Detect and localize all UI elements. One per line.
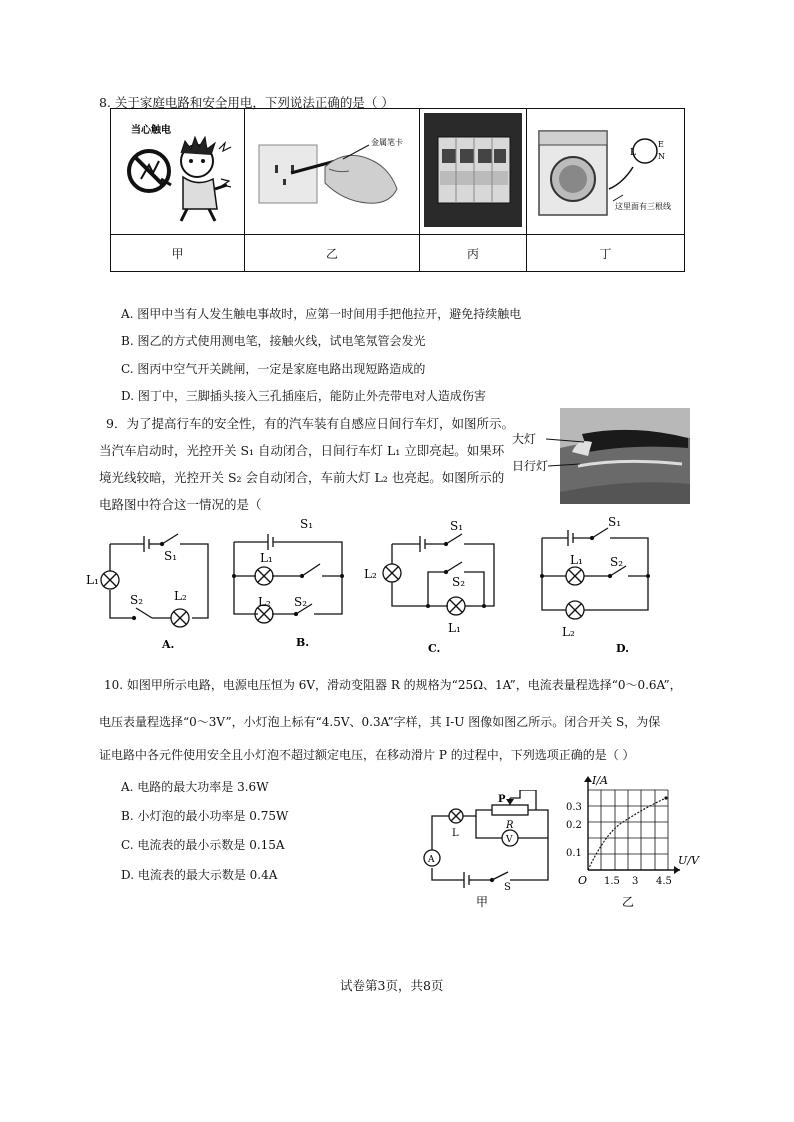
label-l: L — [452, 828, 459, 839]
label-l1: L₁ — [86, 573, 99, 587]
iu-graph — [560, 772, 710, 915]
q10-line-3: 证电路中各元件使用安全且小灯泡不超过额定电压，在移动滑片 P 的过程中，下列选项正确的是（ ） — [99, 748, 635, 762]
plug-letter-n: N — [658, 152, 665, 161]
option-c-letter: C. — [428, 642, 441, 655]
label-l2: L₂ — [258, 595, 271, 609]
caption-jia: 甲 — [111, 235, 245, 272]
option-a-letter: A. — [162, 638, 175, 651]
x-tick-1.5: 1.5 — [604, 876, 620, 887]
q8-option-d: D. 图丁中，三脚插头接入三孔插座后，能防止外壳带电对人造成伤害 — [121, 389, 486, 403]
y-tick-0.3: 0.3 — [566, 802, 582, 813]
label-s1: S₁ — [164, 549, 178, 563]
label-s2: S₂ — [452, 575, 466, 589]
pic-ding — [527, 109, 685, 235]
label-drl: 日行灯 — [512, 459, 549, 473]
label-p: P — [498, 794, 506, 805]
caption-bing: 丙 — [420, 235, 527, 272]
option-d-letter: D. — [616, 642, 629, 655]
q9-line-3: 境光线较暗，光控开关 S₂ 会自动闭合，车前大灯 L₂ 也亮起。如图所示的 — [99, 470, 505, 485]
x-axis-label: U/V — [678, 854, 699, 867]
label-l2: L₂ — [174, 589, 187, 603]
page-footer: 试卷第3页，共8页 — [340, 978, 444, 993]
air-switch-photo — [420, 109, 526, 231]
x-tick-4.5: 4.5 — [656, 876, 672, 887]
label-r: R — [506, 820, 514, 831]
caption-jia-circuit: 甲 — [476, 895, 489, 909]
label-s2: S₂ — [610, 555, 624, 569]
q8-option-a: A. 图甲中当有人发生触电事故时，应第一时间用手把他拉开，避免持续触电 — [121, 307, 522, 321]
pic1-caption: 当心触电 — [131, 125, 171, 136]
label-s2: S₂ — [294, 595, 308, 609]
q10-option-a: A. 电路的最大功率是 3.6W — [121, 780, 269, 794]
label-s2: S₂ — [130, 593, 144, 607]
q9-line-4: 电路图中符合这一情况的是（ — [99, 497, 262, 512]
label-l1: L₁ — [448, 621, 461, 635]
q10-option-d: D. 电流表的最大示数是 0.4A — [121, 868, 278, 882]
y-tick-0.2: 0.2 — [566, 820, 582, 831]
pic-bing — [420, 109, 527, 235]
q10-line-2: 电压表量程选择“0～3V”，小灯泡上标有“4.5V、0.3A”字样，其 I-U 图像如图乙所示。闭合开关 S，为保 — [99, 715, 661, 729]
q9-line-1: 9．为了提高行车的安全性，有的汽车装有自感应日间行车灯，如图所示。 — [106, 416, 514, 431]
car-headlight-photo — [512, 408, 692, 504]
label-s1: S₁ — [608, 515, 622, 529]
caption-yi-graph: 乙 — [622, 895, 635, 909]
y-tick-0.1: 0.1 — [566, 848, 582, 859]
circuit-jia — [416, 790, 566, 913]
pic2-caption: 金属笔卡 — [371, 138, 403, 147]
q10-line-1: 10. 如图甲所示电路，电源电压恒为 6V，滑动变阻器 R 的规格为“25Ω、1A”，电流表量程选择“0～0.6A”， — [104, 678, 682, 692]
label-s: S — [504, 882, 511, 893]
y-axis-label: I/A — [592, 774, 608, 787]
circuit-b — [222, 514, 362, 657]
label-s1: S₁ — [450, 519, 464, 533]
caption-ding: 丁 — [527, 235, 685, 272]
q10-option-c: C. 电流表的最小示数是 0.15A — [121, 838, 285, 852]
plug-letter-e: E — [658, 140, 664, 149]
x-tick-3: 3 — [632, 876, 639, 887]
label-headlight: 大灯 — [512, 432, 537, 446]
label-s1: S₁ — [300, 517, 314, 531]
label-l2: L₂ — [562, 625, 575, 639]
circuit-c — [362, 516, 522, 659]
origin-label: O — [578, 874, 588, 887]
washing-machine-illustration — [527, 109, 684, 231]
circuit-d — [528, 512, 668, 665]
option-b-letter: B. — [296, 636, 310, 649]
electric-shock-illustration — [111, 109, 244, 231]
q10-option-b: B. 小灯泡的最小功率是 0.75W — [121, 809, 289, 823]
label-l1: L₁ — [570, 553, 583, 567]
voltmeter-symbol: V — [506, 835, 513, 845]
pic4-caption: 这里面有三根线 — [615, 202, 671, 211]
ammeter-symbol: A — [428, 855, 435, 865]
q8-picture-table — [110, 108, 685, 272]
q8-stem: 8. 关于家庭电路和安全用电，下列说法正确的是（ ） — [99, 95, 394, 110]
q8-option-c: C. 图丙中空气开关跳闸，一定是家庭电路出现短路造成的 — [121, 362, 426, 376]
test-pen-illustration — [245, 109, 419, 231]
caption-yi: 乙 — [245, 235, 420, 272]
q8-option-b: B. 图乙的方式使用测电笔，接触火线，试电笔氖管会发光 — [121, 334, 426, 348]
circuit-a — [82, 518, 222, 661]
q9-line-2: 当汽车启动时，光控开关 S₁ 自动闭合，日间行车灯 L₁ 立即亮起。如果环 — [99, 443, 505, 458]
label-l2: L₂ — [364, 567, 377, 581]
pic-jia — [111, 109, 245, 235]
label-l1: L₁ — [260, 551, 273, 565]
pic-yi — [245, 109, 420, 235]
plug-letter-l: L — [630, 148, 636, 158]
